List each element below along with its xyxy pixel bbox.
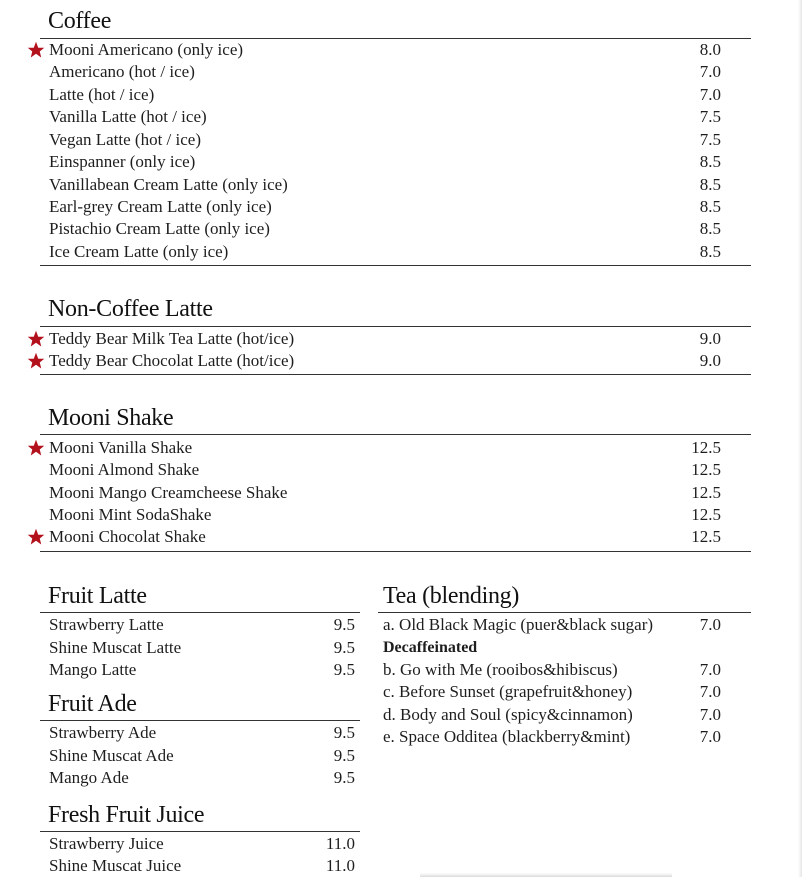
item-name: a. Old Black Magic (puer&black sugar) xyxy=(383,615,654,634)
menu-item xyxy=(49,637,355,659)
item-price: 7.0 xyxy=(699,660,721,679)
item-price: 9.5 xyxy=(333,768,355,787)
item-price: 11.0 xyxy=(325,856,355,875)
section-title-coffee: Coffee xyxy=(48,8,112,34)
menu-item xyxy=(49,106,721,128)
item-name: Shine Muscat Ade xyxy=(49,746,174,765)
item-name: b. Go with Me (rooibos&hibiscus) xyxy=(383,660,618,679)
star-icon xyxy=(27,41,45,59)
menu-item xyxy=(49,722,355,744)
menu-item xyxy=(49,84,721,106)
menu-item xyxy=(383,681,721,703)
item-price: 9.0 xyxy=(699,351,721,370)
item-price: 7.0 xyxy=(699,85,721,104)
section-rule xyxy=(40,374,751,375)
item-price: 9.5 xyxy=(333,660,355,679)
menu-item xyxy=(49,328,721,350)
item-price: 9.5 xyxy=(333,615,355,634)
section-rule xyxy=(40,831,360,832)
menu-item xyxy=(49,504,721,526)
star-icon xyxy=(27,528,45,546)
item-name: Mango Ade xyxy=(49,768,129,787)
page-edge-shadow xyxy=(798,0,802,877)
item-price: 7.0 xyxy=(699,62,721,81)
item-name: Mooni Mint SodaShake xyxy=(49,505,212,524)
menu-item xyxy=(49,151,721,173)
menu-item xyxy=(383,614,721,636)
menu-item xyxy=(49,745,355,767)
item-price: 7.5 xyxy=(699,130,721,149)
item-name: Strawberry Latte xyxy=(49,615,164,634)
item-price: 12.5 xyxy=(691,527,721,546)
item-price: 7.0 xyxy=(699,727,721,746)
item-price: 8.5 xyxy=(699,219,721,238)
item-price: 12.5 xyxy=(691,438,721,457)
item-name: Shine Muscat Latte xyxy=(49,638,182,657)
menu-item xyxy=(49,218,721,240)
item-name: Mooni Vanilla Shake xyxy=(49,438,193,457)
item-name: d. Body and Soul (spicy&cinnamon) xyxy=(383,705,633,724)
menu-item xyxy=(383,704,721,726)
item-name: Ice Cream Latte (only ice) xyxy=(49,242,229,261)
section-title-fruit-ade: Fruit Ade xyxy=(48,691,137,717)
menu-item xyxy=(49,459,721,481)
item-price: 9.5 xyxy=(333,723,355,742)
item-price: 8.5 xyxy=(699,197,721,216)
menu-item xyxy=(383,659,721,681)
section-title-fresh-juice: Fresh Fruit Juice xyxy=(48,802,205,828)
menu-item xyxy=(49,196,721,218)
item-price: 7.5 xyxy=(699,107,721,126)
menu-item xyxy=(49,437,721,459)
item-price: 11.0 xyxy=(325,834,355,853)
item-name: Teddy Bear Chocolat Latte (hot/ice) xyxy=(49,351,295,370)
menu-item xyxy=(383,726,721,748)
item-price: 8.5 xyxy=(699,242,721,261)
section-rule xyxy=(40,434,751,435)
item-price: 8.0 xyxy=(699,40,721,59)
bottom-edge-shadow xyxy=(420,873,672,877)
section-title-tea: Tea (blending) xyxy=(383,583,520,609)
item-name: Vanillabean Cream Latte (only ice) xyxy=(49,175,288,194)
section-rule xyxy=(40,551,751,552)
section-rule xyxy=(40,326,751,327)
menu-item xyxy=(49,482,721,504)
item-name: Mooni Americano (only ice) xyxy=(49,40,244,59)
item-price: 7.0 xyxy=(699,682,721,701)
item-price: 9.5 xyxy=(333,746,355,765)
item-name: Pistachio Cream Latte (only ice) xyxy=(49,219,270,238)
item-name: Vegan Latte (hot / ice) xyxy=(49,130,201,149)
item-name: Vanilla Latte (hot / ice) xyxy=(49,107,207,126)
item-name: c. Before Sunset (grapefruit&honey) xyxy=(383,682,633,701)
menu-item xyxy=(49,833,355,855)
item-price: 9.5 xyxy=(333,638,355,657)
item-name: Mooni Chocolat Shake xyxy=(49,527,206,546)
item-name: e. Space Odditea (blackberry&mint) xyxy=(383,727,631,746)
section-title-fruit-latte: Fruit Latte xyxy=(48,583,147,609)
item-price: 7.0 xyxy=(699,705,721,724)
item-name: Einspanner (only ice) xyxy=(49,152,196,171)
section-rule xyxy=(378,612,751,613)
item-price: 7.0 xyxy=(699,615,721,634)
item-name: Teddy Bear Milk Tea Latte (hot/ice) xyxy=(49,329,295,348)
menu-item xyxy=(49,855,355,877)
star-icon xyxy=(27,330,45,348)
menu-item xyxy=(49,526,721,548)
star-icon xyxy=(27,439,45,457)
item-price: 12.5 xyxy=(691,483,721,502)
item-name: Earl-grey Cream Latte (only ice) xyxy=(49,197,272,216)
item-name: Americano (hot / ice) xyxy=(49,62,195,81)
item-price: 12.5 xyxy=(691,505,721,524)
item-name: Mooni Almond Shake xyxy=(49,460,200,479)
item-price: 12.5 xyxy=(691,460,721,479)
menu-item xyxy=(49,350,721,372)
item-price: 8.5 xyxy=(699,152,721,171)
item-name: Strawberry Juice xyxy=(49,834,164,853)
menu-item xyxy=(49,767,355,789)
section-title-shake: Mooni Shake xyxy=(48,405,174,431)
section-rule xyxy=(40,265,751,266)
item-name: Shine Muscat Juice xyxy=(49,856,182,875)
item-name: Strawberry Ade xyxy=(49,723,157,742)
menu-item xyxy=(49,61,721,83)
item-name: Mooni Mango Creamcheese Shake xyxy=(49,483,288,502)
menu-item xyxy=(49,659,355,681)
section-rule xyxy=(40,612,360,613)
item-price: 9.0 xyxy=(699,329,721,348)
item-name: Latte (hot / ice) xyxy=(49,85,155,104)
section-rule xyxy=(40,720,360,721)
menu-item xyxy=(49,129,721,151)
menu-item xyxy=(49,39,721,61)
decaffeinated-heading: Decaffeinated xyxy=(383,639,478,656)
item-price: 8.5 xyxy=(699,175,721,194)
menu-item xyxy=(49,614,355,636)
section-title-non-coffee: Non-Coffee Latte xyxy=(48,296,213,322)
menu-item xyxy=(49,174,721,196)
star-icon xyxy=(27,352,45,370)
menu-item xyxy=(49,241,721,263)
item-name: Mango Latte xyxy=(49,660,137,679)
